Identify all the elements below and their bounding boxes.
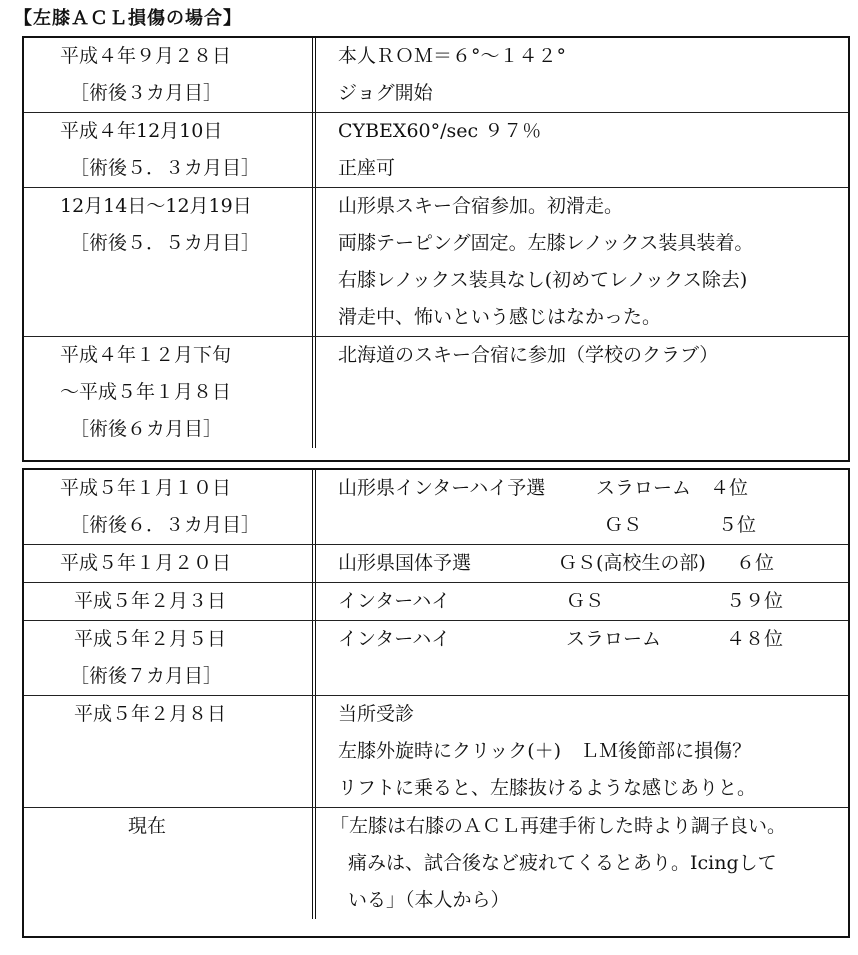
postop-text: ［術後５．５カ月目］ bbox=[70, 232, 261, 254]
date-text: 平成４年１２月下旬 bbox=[60, 344, 232, 366]
date-cell bbox=[24, 696, 316, 807]
table-row bbox=[24, 583, 848, 621]
table-row bbox=[24, 808, 848, 919]
note-cell bbox=[316, 38, 848, 112]
discipline: ＧＳ bbox=[566, 590, 605, 612]
result-cell bbox=[316, 545, 848, 582]
table-row bbox=[24, 470, 848, 545]
note-text: 山形県スキー合宿参加。初滑走。 bbox=[338, 195, 624, 217]
date-text: 平成５年２月８日 bbox=[74, 703, 227, 725]
note-text: 左膝外旋時にクリック(＋) ＬＭ後節部に損傷？ bbox=[338, 740, 752, 762]
result-line bbox=[338, 470, 848, 507]
event-name: インターハイ bbox=[338, 628, 451, 650]
result-line bbox=[338, 545, 848, 582]
note-text: ジョグ開始 bbox=[338, 82, 433, 104]
table-row bbox=[24, 337, 848, 448]
note-cell bbox=[316, 113, 848, 187]
result-line bbox=[338, 621, 848, 658]
date-text: 平成４年12月10日 bbox=[60, 120, 223, 142]
note-cell bbox=[316, 337, 848, 448]
note-text: 痛みは、試合後など疲れてくるとあり。Icingして bbox=[348, 852, 777, 874]
date-cell bbox=[24, 545, 316, 582]
discipline: スラローム bbox=[566, 628, 662, 650]
result-cell bbox=[316, 470, 848, 544]
postop-text: ［術後６．３カ月目］ bbox=[70, 514, 261, 536]
event-name: 山形県国体予選 bbox=[338, 552, 472, 574]
date-cell bbox=[24, 337, 316, 448]
date-text: 平成５年２月３日 bbox=[74, 590, 227, 612]
date-cell bbox=[24, 808, 316, 919]
postop-text: ［術後３カ月目］ bbox=[70, 82, 223, 104]
placement: ４位 bbox=[710, 477, 749, 499]
result-cell bbox=[316, 583, 848, 620]
note-text: 本人ＲＯＭ＝６°～１４２° bbox=[338, 45, 567, 67]
date-text: 平成５年１月１０日 bbox=[60, 477, 232, 499]
date-text: 12月14日～12月19日 bbox=[60, 195, 252, 217]
note-cell bbox=[316, 188, 848, 336]
note-cell bbox=[316, 808, 848, 919]
page-title: 【左膝ＡＣＬ損傷の場合】 bbox=[14, 8, 242, 29]
table-row bbox=[24, 113, 848, 188]
event-name: インターハイ bbox=[338, 590, 451, 612]
table-row bbox=[24, 188, 848, 337]
date-cell bbox=[24, 38, 316, 112]
table-row bbox=[24, 545, 848, 583]
discipline: ＧＳ bbox=[604, 514, 643, 536]
note-text: いる」（本人から） bbox=[348, 889, 510, 911]
result-line bbox=[338, 583, 848, 620]
placement: ４８位 bbox=[726, 628, 784, 650]
date-text: 平成５年１月２０日 bbox=[60, 552, 232, 574]
note-text: リフトに乗ると、左膝抜けるような感じありと。 bbox=[338, 777, 757, 799]
postop-text: ［術後７カ月目］ bbox=[70, 665, 223, 687]
note-text: 両膝テーピング固定。左膝レノックス装具装着。 bbox=[338, 232, 754, 254]
date-cell bbox=[24, 113, 316, 187]
note-text: CYBEX60°/sec ９７％ bbox=[338, 120, 542, 142]
progress-table-upper bbox=[22, 36, 850, 462]
note-text: 北海道のスキー合宿に参加（学校のクラブ） bbox=[338, 344, 719, 366]
postop-text: ［術後５．３カ月目］ bbox=[70, 157, 261, 179]
date-text: 平成５年２月５日 bbox=[74, 628, 227, 650]
note-text: 右膝レノックス装具なし(初めてレノックス除去) bbox=[338, 269, 748, 291]
date-text: ～平成５年１月８日 bbox=[60, 381, 232, 403]
note-text: 滑走中、怖いという感じはなかった。 bbox=[338, 306, 662, 328]
note-cell bbox=[316, 696, 848, 807]
event-name: 山形県インターハイ予選 bbox=[338, 477, 546, 499]
date-cell bbox=[24, 583, 316, 620]
note-text: 「左膝は右膝のＡＣＬ再建手術した時より調子良い。 bbox=[330, 815, 787, 837]
table-row bbox=[24, 696, 848, 808]
date-cell bbox=[24, 188, 316, 336]
date-text: 現在 bbox=[128, 815, 167, 837]
discipline: ＧＳ(高校生の部) bbox=[558, 552, 706, 574]
date-cell bbox=[24, 621, 316, 695]
date-text: 平成４年９月２８日 bbox=[60, 45, 232, 67]
discipline: スラローム bbox=[596, 477, 692, 499]
placement: ６位 bbox=[736, 552, 775, 574]
date-cell bbox=[24, 470, 316, 544]
table-row bbox=[24, 38, 848, 113]
progress-table-lower bbox=[22, 468, 850, 938]
result-line bbox=[338, 507, 848, 544]
note-text: 当所受診 bbox=[338, 703, 415, 725]
note-text: 正座可 bbox=[338, 157, 396, 179]
result-cell bbox=[316, 621, 848, 695]
placement: ５９位 bbox=[726, 590, 784, 612]
postop-text: ［術後６カ月目］ bbox=[70, 418, 223, 440]
placement: ５位 bbox=[718, 514, 757, 536]
table-row bbox=[24, 621, 848, 696]
